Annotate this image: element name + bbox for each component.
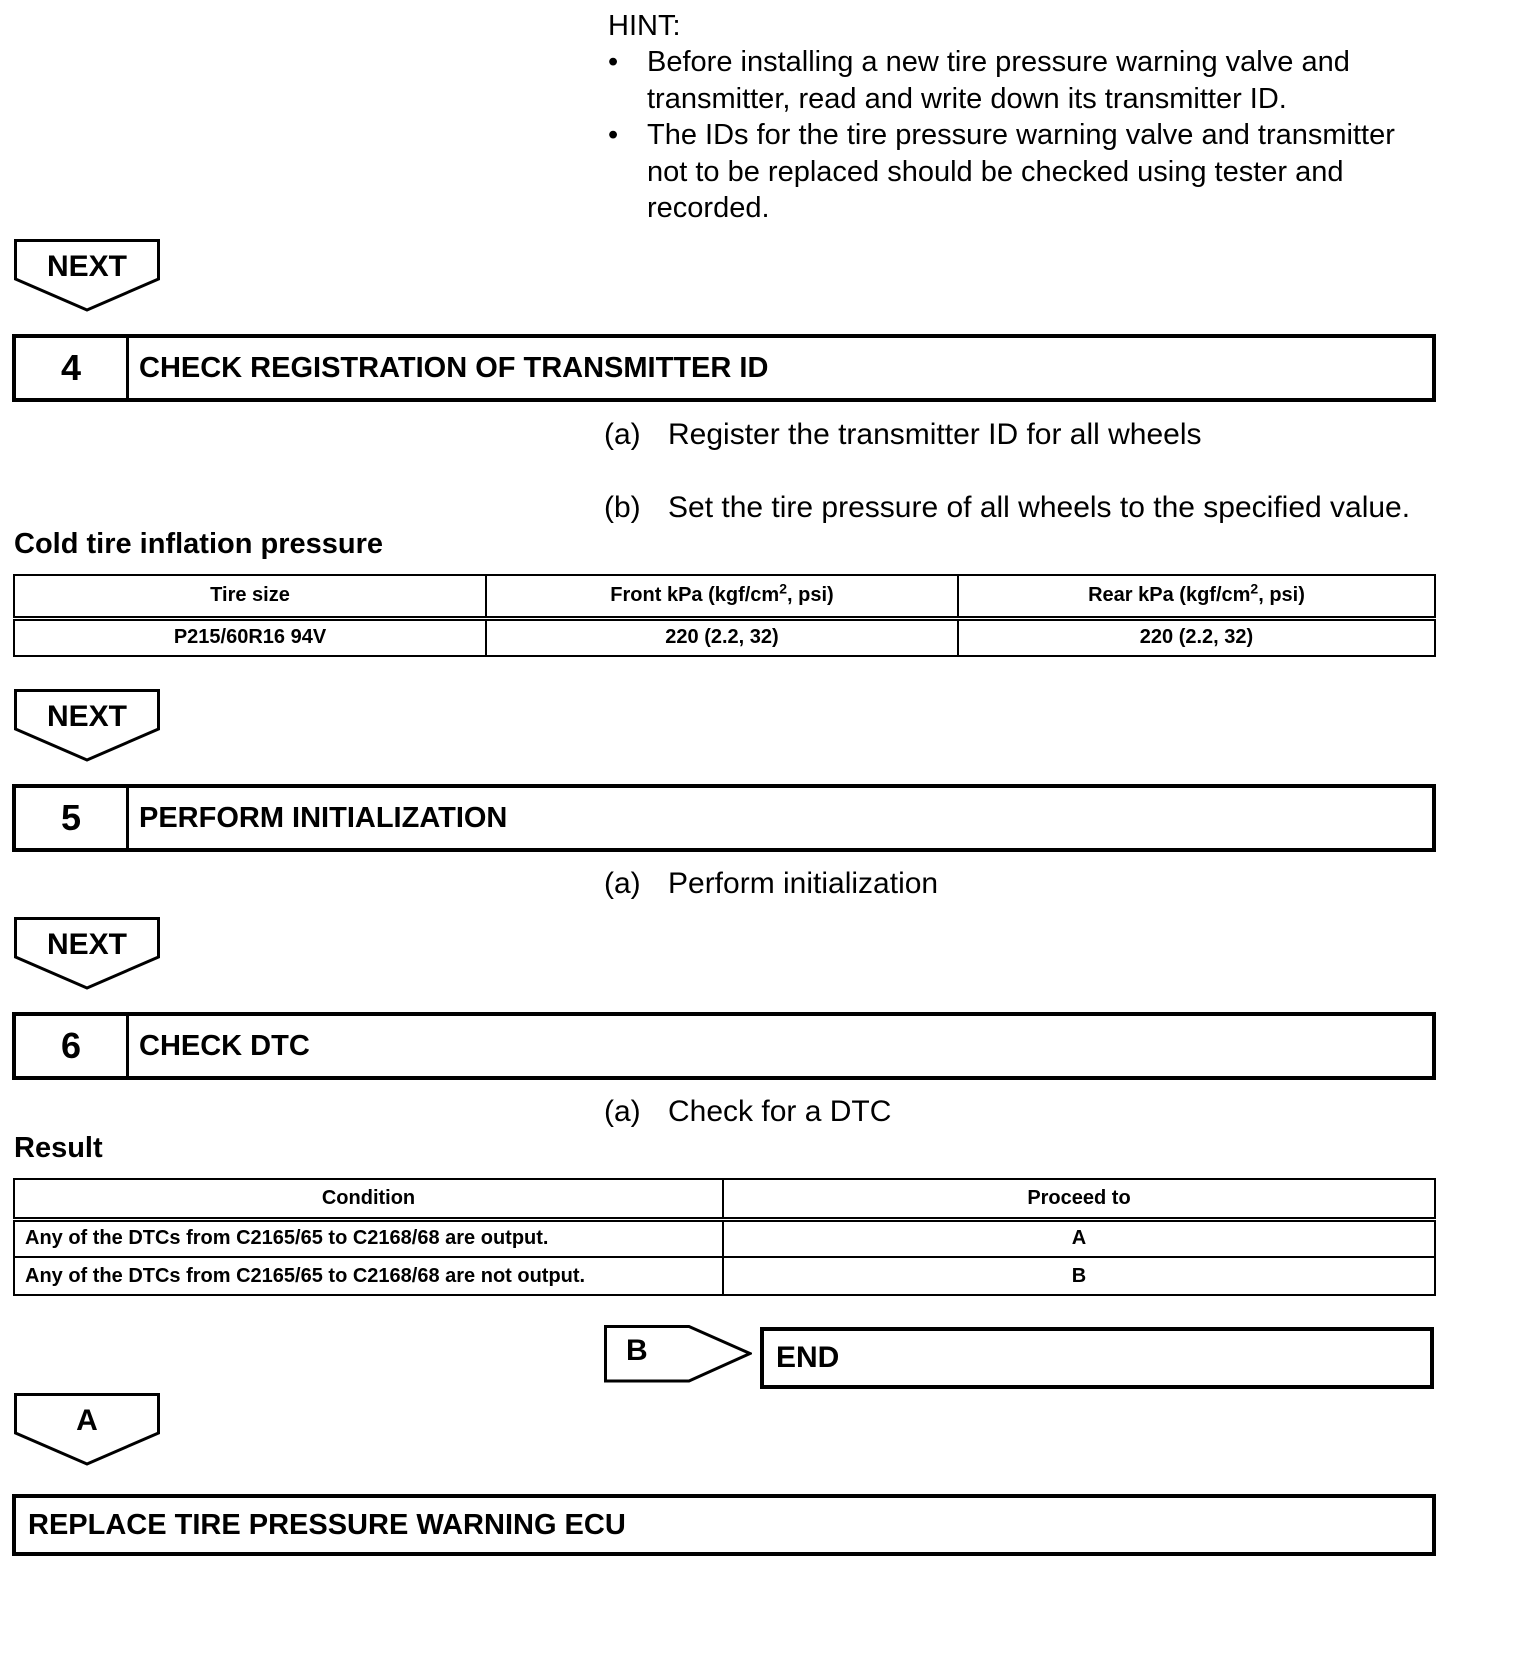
header-proceed: Proceed to: [723, 1179, 1435, 1219]
step-title: CHECK REGISTRATION OF TRANSMITTER ID: [139, 352, 769, 384]
step-4-item-a: [604, 417, 1202, 453]
cell-front: 220 (2.2, 32): [486, 618, 958, 656]
header-rear: Rear kPa ($kgf/cm^2$, psi): [958, 575, 1435, 618]
cell-rear: 220 (2.2, 32): [958, 618, 1435, 656]
table-header-row: [14, 1179, 1435, 1219]
item-tag: (b): [604, 491, 641, 524]
header-tire-size: Tire size: [14, 575, 486, 618]
result-table-caption: Result: [14, 1132, 103, 1164]
item-tag: (a): [604, 418, 641, 451]
table-row: [14, 618, 1435, 656]
item-text: Set the tire pressure of all wheels to the specified value.: [668, 491, 1411, 524]
next-arrow: [14, 917, 160, 991]
final-action-box: REPLACE TIRE PRESSURE WARNING ECU: [12, 1494, 1436, 1556]
next-label: NEXT: [46, 928, 127, 961]
bullet-icon: •: [608, 46, 619, 78]
table-row: [14, 1257, 1435, 1295]
result-table: [13, 1178, 1436, 1296]
next-label: NEXT: [46, 250, 127, 283]
cell-proceed: A: [723, 1219, 1435, 1257]
branch-b-arrow: [604, 1325, 752, 1383]
step-title: PERFORM INITIALIZATION: [139, 802, 508, 834]
pressure-table-caption: Cold tire inflation pressure: [14, 528, 383, 560]
hint-list: [608, 44, 1438, 227]
step-6-item-a: [604, 1094, 891, 1130]
step-4-header: [12, 334, 1436, 402]
step-number: 6: [16, 1016, 129, 1076]
step-title: CHECK DTC: [139, 1030, 310, 1062]
item-tag: (a): [604, 1095, 641, 1128]
end-box: END: [760, 1327, 1434, 1389]
item-tag: (a): [604, 867, 641, 900]
next-arrow: [14, 239, 160, 313]
step-number: 5: [16, 788, 129, 848]
step-4-item-b: [604, 490, 1410, 526]
bullet-icon: •: [608, 119, 619, 151]
branch-b-label: B: [626, 1334, 648, 1367]
next-arrow: [14, 689, 160, 763]
hint-title: HINT:: [608, 10, 681, 42]
branch-a-arrow: [14, 1393, 160, 1467]
next-label: NEXT: [46, 700, 127, 733]
hint-item: • Before installing a new tire pressure warning valve and transmitter, read and write down its transmitter ID.: [608, 46, 1350, 115]
header-front: Front kPa ($kgf/cm^2$, psi): [486, 575, 958, 618]
step-6-header: [12, 1012, 1436, 1080]
table-row: [14, 1219, 1435, 1257]
step-number: 4: [16, 338, 129, 398]
hint-item: • The IDs for the tire pressure warning valve and transmitter not to be replaced should be checked using tester and recorded.: [608, 119, 1395, 224]
cell-condition: Any of the DTCs from C2165/65 to C2168/68 are not output.: [14, 1257, 723, 1295]
header-condition: Condition: [14, 1179, 723, 1219]
item-text: Perform initialization: [668, 867, 939, 900]
cell-proceed: B: [723, 1257, 1435, 1295]
item-text: Register the transmitter ID for all wheels: [668, 418, 1202, 451]
step-5-item-a: [604, 866, 938, 902]
branch-a-label: A: [76, 1404, 98, 1437]
pressure-table: [13, 574, 1436, 657]
step-5-header: [12, 784, 1436, 852]
cell-condition: Any of the DTCs from C2165/65 to C2168/68 are output.: [14, 1219, 723, 1257]
table-header-row: [14, 575, 1435, 618]
item-text: Check for a DTC: [668, 1095, 892, 1128]
cell-tire-size: P215/60R16 94V: [14, 618, 486, 656]
